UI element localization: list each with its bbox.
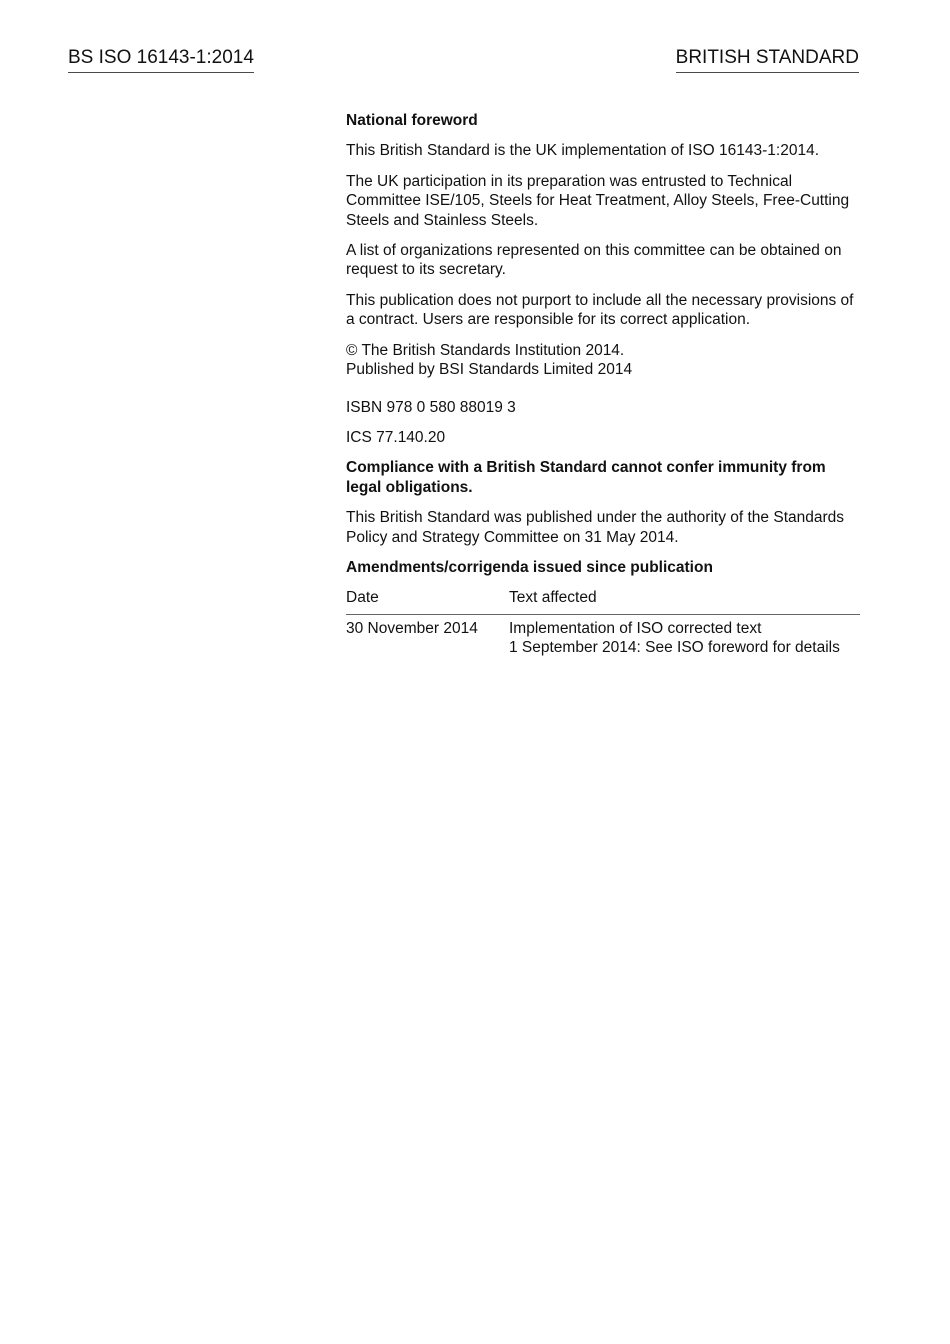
amendment-text-line: 1 September 2014: See ISO foreword for details [509, 639, 840, 657]
running-header-title: BRITISH STANDARD [676, 45, 859, 73]
column-header-date: Date [346, 588, 509, 614]
foreword-paragraph-organizations: A list of organizations represented on this committee can be obtained on request to its secretary. [346, 242, 842, 279]
amendment-text [509, 614, 860, 657]
foreword-paragraph-implementation: This British Standard is the UK implementation of ISO 16143-1:2014. [346, 142, 819, 160]
running-header-designation: BS ISO 16143-1:2014 [68, 45, 254, 73]
amendments-heading: Amendments/corrigenda issued since publication [346, 558, 713, 576]
amendment-date: 30 November 2014 [346, 619, 478, 637]
ics-code: ICS 77.140.20 [346, 428, 446, 446]
foreword-paragraph-disclaimer: This publication does not purport to include all the necessary provisions of a contract. Users are responsible for its correct application. [346, 291, 854, 329]
column-header-text-affected: Text affected [509, 588, 860, 614]
compliance-statement: Compliance with a British Standard cannot confer immunity from legal obligations. [346, 459, 826, 496]
copyright-line: © The British Standards Institution 2014. [346, 341, 625, 359]
isbn: ISBN 978 0 580 88019 3 [346, 399, 516, 417]
foreword-heading: National foreword [346, 112, 478, 129]
amendments-header-row [346, 588, 860, 614]
national-foreword-section [346, 110, 860, 658]
foreword-paragraph-committee: The UK participation in its preparation was entrusted to Technical Committee ISE/105, Steels for Heat Treatment, Alloy Steels, Free-Cutting Steels and Stainless Steels. [346, 172, 850, 229]
amendment-text-line: Implementation of ISO corrected text [509, 619, 762, 637]
amendments-table [346, 588, 860, 657]
authority-statement: This British Standard was published under the authority of the Standards Policy and Strategy Committee on 31 May 2014. [346, 509, 845, 546]
table-row [346, 614, 860, 657]
copyright-notice [346, 341, 860, 380]
publisher-line: Published by BSI Standards Limited 2014 [346, 361, 633, 379]
